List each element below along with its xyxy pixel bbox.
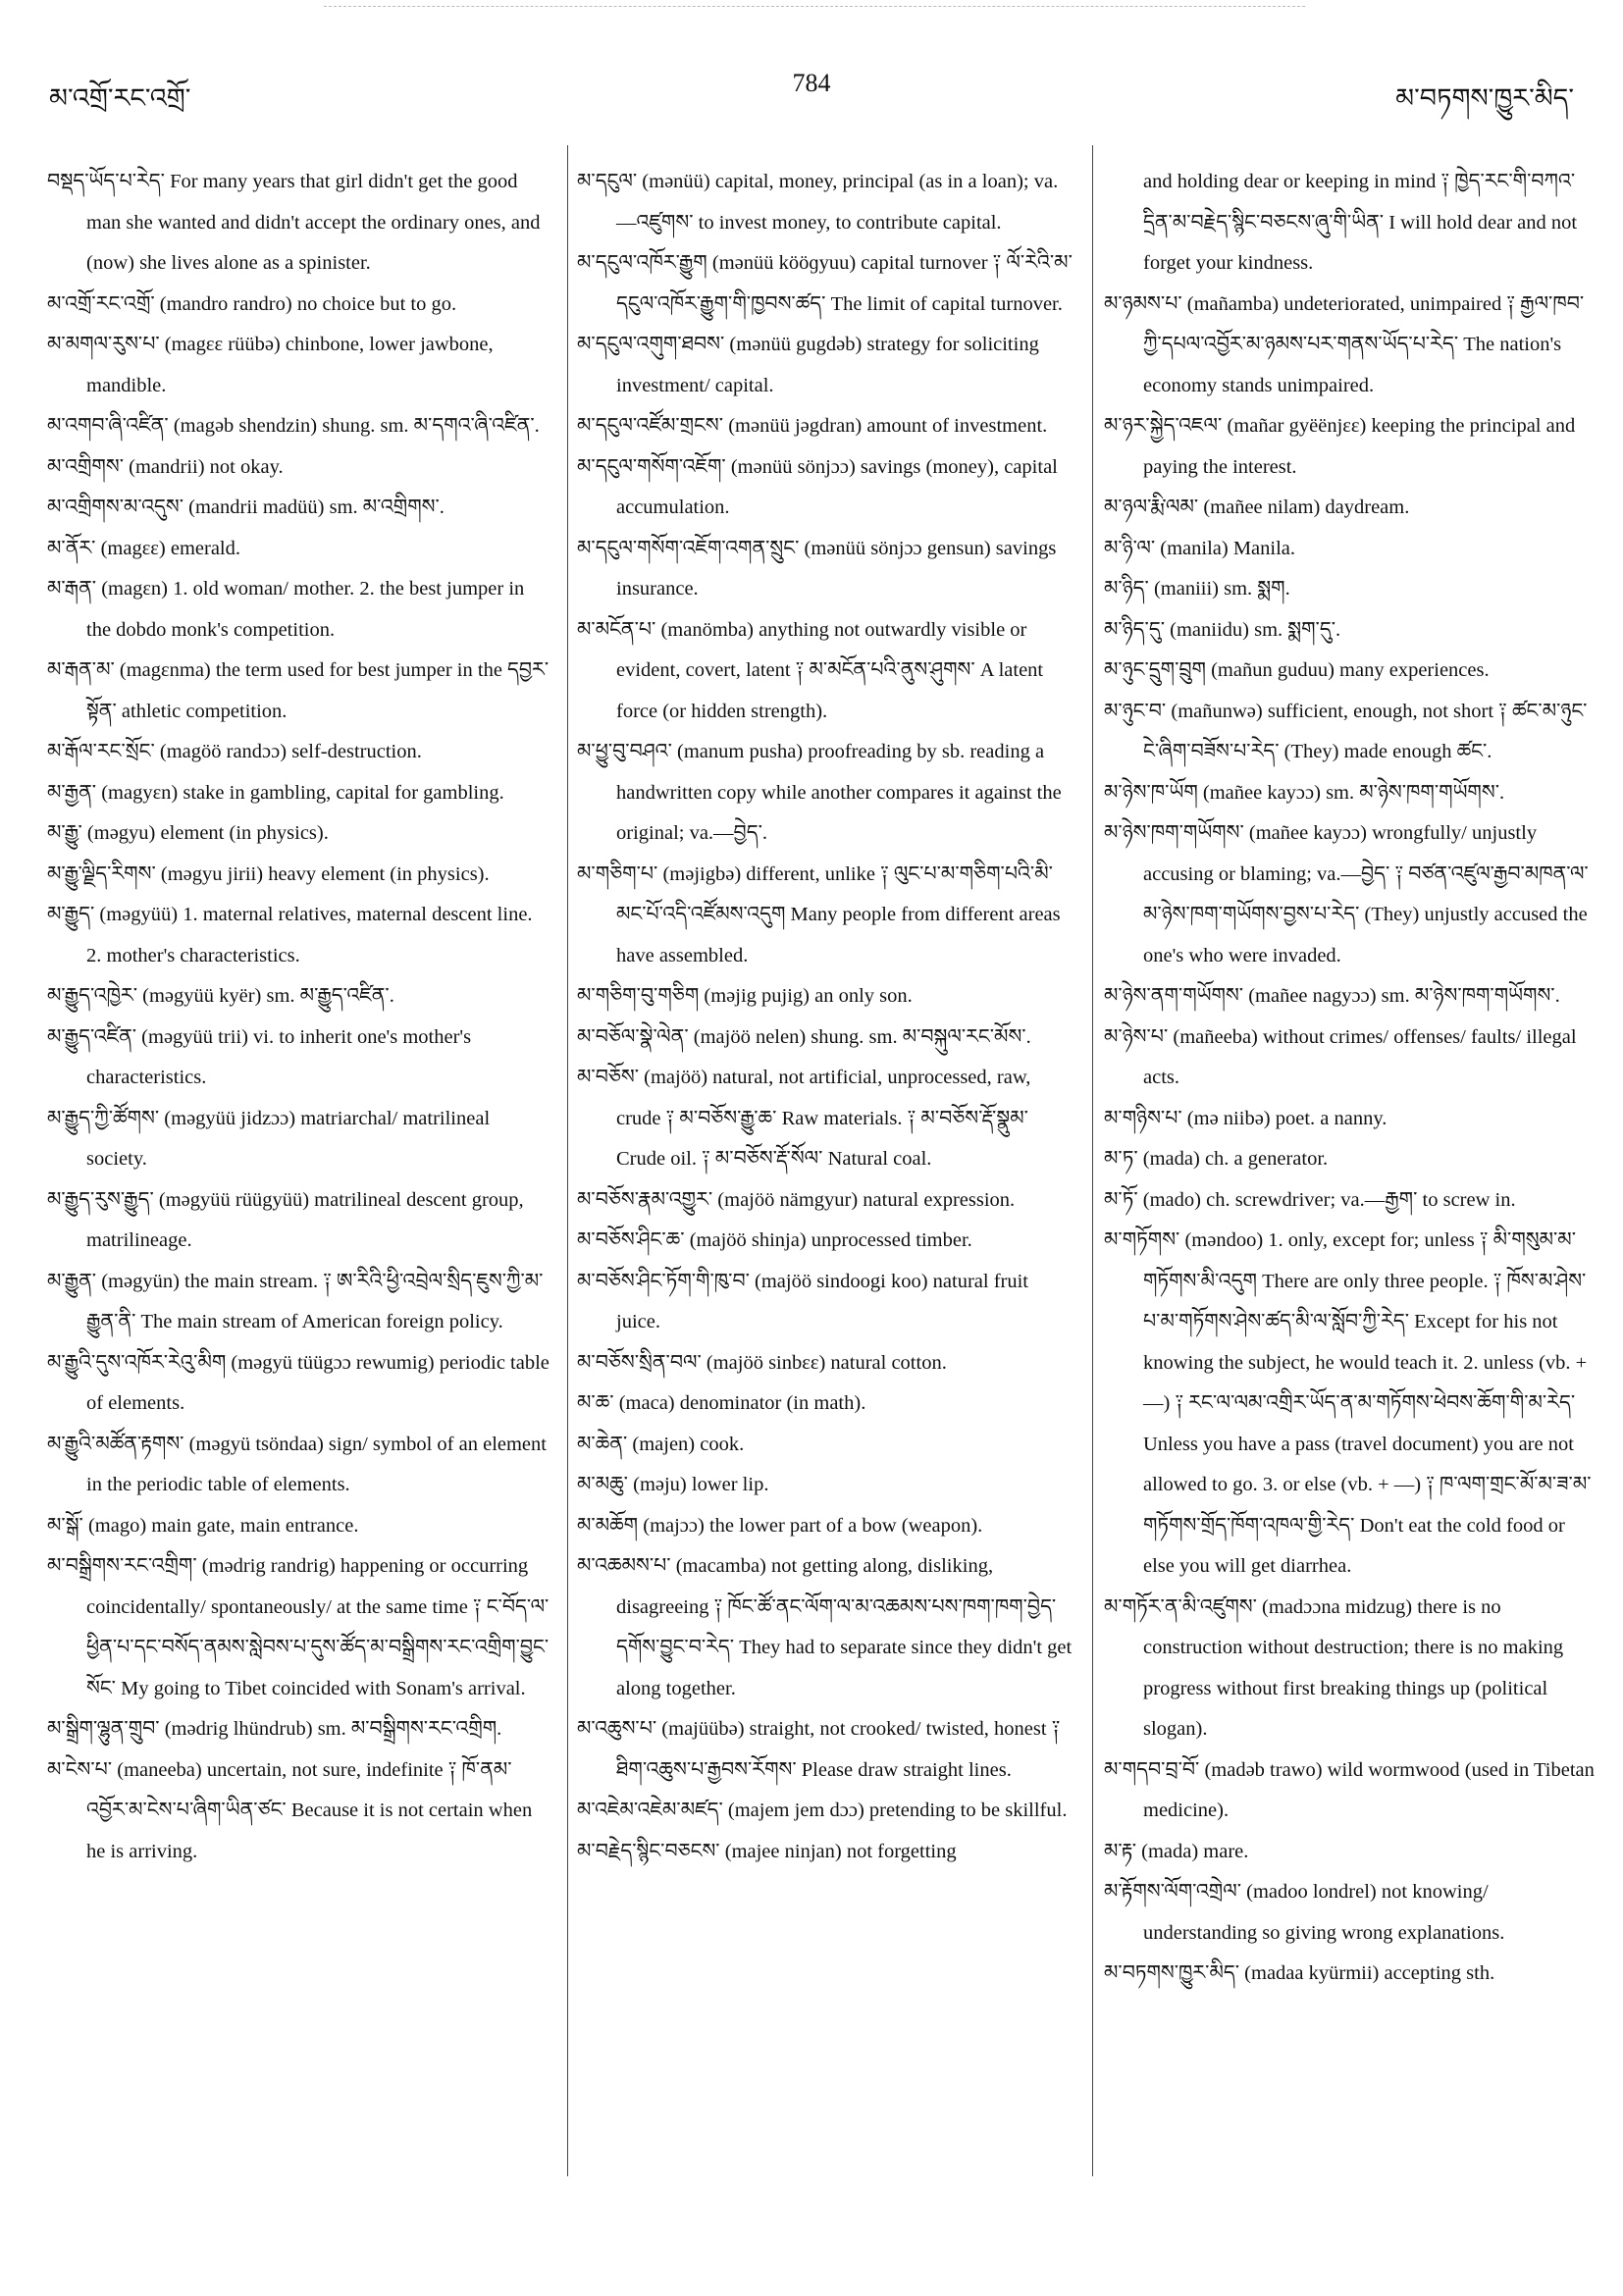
dictionary-entry: མ་འགྲོ་རང་འགྲོ་ (mandro randro) no choice but to go. — [47, 292, 457, 315]
column-3 — [1104, 162, 1595, 1995]
dictionary-entry: མ་ཉེས་པ་ (mañeeba) without crimes/ offenses/ faults/ illegal acts. — [1104, 1025, 1577, 1088]
dictionary-entry: མ་ཉིད་དུ་ (maniidu) sm. སྨག་དུ་. — [1104, 618, 1341, 641]
dictionary-entry: མ་དངུལ་གསོག་འཇོག་འགན་སྲུང་ (mənüü sönjɔɔ gensun) savings insurance. — [577, 537, 1057, 600]
dictionary-entry: མ་འགྲིགས་མ་འདུས་ (mandrii madüü) sm. མ་འགྲིགས་. — [47, 496, 445, 518]
dictionary-entry: མ་ནོར་ (magεε) emerald. — [47, 537, 240, 559]
dictionary-entry: མ་གཅིག་བུ་གཅིག (məjig pujig) an only son. — [577, 985, 913, 1007]
dictionary-entry: མ་ཉུང་བ་ (mañunwə) sufficient, enough, not short ༑ ཚང་མ་ཉུང་ངེ་ཞིག་བཟོས་པ་རེད་ (They) made enough ཚང་. — [1104, 700, 1588, 762]
dictionary-entry: མ་ཉི་ལ་ (manila) Manila. — [1104, 537, 1296, 559]
dictionary-entry: མ་མཆུ་ (məju) lower lip. — [577, 1474, 769, 1495]
dictionary-entry: མ་དངུལ་འཛོམ་གྲངས་ (mənüü jəgdran) amount of investment. — [577, 415, 1048, 437]
dictionary-entry: མ་ཉེས་ཁ་ཡོག (mañee kayɔɔ) sm. མ་ཉེས་ཁག་གཡོགས་. — [1104, 781, 1505, 804]
dictionary-entry: མ་དངུལ་ (mənüü) capital, money, principal (as in a loan); va.—འཛུགས་ to invest money, to contribute capital. — [577, 171, 1059, 234]
dictionary-entry: མ་ཏ་ (mada) ch. a generator. — [1104, 1148, 1329, 1170]
dictionary-entry: མ་རྒྱུའི་དུས་འཁོར་རེའུ་མིག (məgyü tüügɔɔ rewumig) periodic table of elements. — [47, 1351, 550, 1414]
dictionary-entry: མ་བཅོས་སྲིན་བལ་ (majöö sinbεε) natural cotton. — [577, 1351, 947, 1374]
dictionary-entry: མ་གདབ་བྲ་བོ་ (madəb trawo) wild wormwood (used in Tibetan medicine). — [1104, 1758, 1595, 1821]
dictionary-entry: མ་བཅོས་རྣམ་འགྱུར་ (majöö nämgyur) natural expression. — [577, 1188, 1016, 1211]
dictionary-entry: མ་མཆོག (majɔɔ) the lower part of a bow (weapon). — [577, 1514, 983, 1537]
dictionary-entry: བསྡད་ཡོད་པ་རེད་ For many years that girl didn't get the good man she wanted and didn't accept the ordinary ones, and (now) she lives alone as a spinister. — [47, 171, 541, 274]
dictionary-entry: མ་མགལ་རུས་པ་ (magεε rüübə) chinbone, lower jawbone, mandible. — [47, 334, 494, 396]
dictionary-entry: མ་ཉུང་དྲུག་བྲུག (mañun guduu) many experiences. — [1104, 659, 1490, 681]
dictionary-entry: མ་མངོན་པ་ (manömba) anything not outwardly visible or evident, covert, latent ༑ མ་མངོན་པའི་ནུས་ཤུགས་ A latent force (or hidden strength). — [577, 618, 1044, 722]
dictionary-entry: མ་རྒྱན་ (magyεn) stake in gambling, capital for gambling. — [47, 781, 504, 804]
dictionary-entry: མ་རྒོལ་རང་སྲོང་ (magöö randɔɔ) self-destruction. — [47, 741, 422, 762]
dictionary-entry: མ་རྒན་མ་ (magεnma) the term used for best jumper in the དབྱར་སྟོན་ athletic competition. — [47, 659, 550, 722]
scan-artifact-marks — [324, 6, 1305, 9]
dictionary-entry: མ་དངུལ་འགུག་ཐབས་ (mənüü gugdəb) strategy for soliciting investment/ capital. — [577, 334, 1039, 396]
dictionary-entry: མ་རྟ་ (mada) mare. — [1104, 1840, 1249, 1862]
dictionary-entry: མ་ཉམས་པ་ (mañamba) undeteriorated, unimpaired ༑ རྒྱལ་ཁབ་ཀྱི་དཔལ་འབྱོར་མ་ཉམས་པར་གནས་ཡོད་པ་རེད་ The nation's economy stands unimpaired. — [1104, 292, 1585, 396]
dictionary-entry: མ་རྒྱུན་ (məgyün) the main stream. ༑ ཨ་རིའི་ཕྱི་འབྲེལ་སྲིད་ཇུས་ཀྱི་མ་རྒྱུན་ནི་ The main stream of American foreign policy. — [47, 1270, 544, 1332]
dictionary-entry: མ་རྒྱུད་འཁྱེར་ (məgyüü kyër) sm. མ་རྒྱུད་འཛིན་. — [47, 985, 394, 1007]
dictionary-entry: མ་རྒྱུ་ལྗིད་རིགས་ (məgyu jirii) heavy element (in physics). — [47, 862, 490, 885]
dictionary-entry: མ་བཅོས་ཤིང་ཆ་ (majöö shinja) unprocessed timber. — [577, 1229, 972, 1251]
dictionary-entry: མ་འཇེམ་འཇེམ་མཛད་ (majem jem dɔɔ) pretending to be skillful. — [577, 1800, 1068, 1821]
dictionary-entry: མ་རྒན་ (magεn) 1. old woman/ mother. 2. the best jumper in the dobdo monk's competition. — [47, 578, 525, 641]
dictionary-entry: མ་ཉལ་རྨི་ལམ་ (mañee nilam) daydream. — [1104, 496, 1410, 518]
column-1 — [47, 162, 550, 1872]
dictionary-entry: མ་འགབ་ཞི་འཛིན་ (magəb shendzin) shung. sm. མ་དགའ་ཞི་འཛིན་. — [47, 415, 540, 437]
dictionary-entry: མ་སྒྲིག་ལྷུན་གྲུབ་ (mədrig lhündrub) sm. མ་བསྒྲིགས་རང་འགྲིག. — [47, 1718, 502, 1740]
dictionary-entry: མ་རྒྱུད་ཀྱི་ཚོགས་ (məgyüü jidzɔɔ) matriarchal/ matrilineal society. — [47, 1107, 491, 1170]
dictionary-entry: མ་རྒྱུད་ (məgyüü) 1. maternal relatives, maternal descent line. 2. mother's characteristics. — [47, 904, 533, 966]
dictionary-entry: མ་གཅིག་པ་ (məjigbə) different, unlike ༑ ལུང་པ་མ་གཅིག་པའི་མི་མང་པོ་འདི་འཛོམས་འདུག Many people from different areas have assembled. — [577, 862, 1061, 966]
dictionary-entry: མ་བཅོལ་སྣེ་ལེན་ (majöö nelen) shung. sm. མ་བསྐུལ་རང་མོས་. — [577, 1025, 1031, 1048]
dictionary-entry: མ་བརྗེད་སྙིང་བཅངས་ (majee ninjan) not forgetting — [577, 1840, 957, 1862]
dictionary-entry: མ་ངེས་པ་ (maneeba) uncertain, not sure, indefinite ༑ ཁོ་ནམ་འབྱོར་མ་ངེས་པ་ཞིག་ཡིན་ཙང་ Because it is not certain when he is arriving. — [47, 1758, 533, 1862]
dictionary-entry: མ་ཆེན་ (majen) cook. — [577, 1433, 745, 1455]
dictionary-entry: མ་རྒྱུད་རུས་རྒྱུད་ (məgyüü rüügyüü) matrilineal descent group, matrilineage. — [47, 1188, 524, 1251]
dictionary-entry: མ་ཉེས་ནག་གཡོགས་ (mañee nagyɔɔ) sm. མ་ཉེས་ཁག་གཡོགས་. — [1104, 985, 1560, 1007]
dictionary-entry: མ་བསྒྲིགས་རང་འགྲིག་ (mədrig randrig) happening or occurring coincidentally/ spontaneously/ at the same time ༑ ང་བོད་ལ་ཕྱིན་པ་དང་བསོད་ནམས་སླེབས་པ་དུས་ཚོད་མ་བསྒྲིགས་རང་འགྲིག་བྱུང་སོང་ My going to Tibet coincided with Sonam's arrival. — [47, 1555, 550, 1699]
dictionary-entry: and holding dear or keeping in mind ༑ ཁྱེད་རང་གི་བཀའ་དྲིན་མ་བརྗེད་སྙིང་བཅངས་ཞུ་གི་ཡིན་ I will hold dear and not forget your kindness. — [1143, 171, 1578, 274]
column-divider — [567, 145, 568, 2176]
dictionary-entry: མ་གཏོར་ན་མི་འཛུགས་ (madɔɔna midzug) there is no construction without destruction; there is no making progress without first breaking things up (political slogan). — [1104, 1595, 1564, 1740]
dictionary-entry: མ་རྒྱུད་འཛིན་ (məgyüü trii) vi. to inherit one's mother's characteristics. — [47, 1025, 472, 1088]
dictionary-entry: མ་བཅོས་ཤིང་ཏོག་གི་ཁུ་བ་ (majöö sindoogi koo) natural fruit juice. — [577, 1270, 1028, 1332]
column-2 — [577, 162, 1077, 1872]
dictionary-entry: མ་ཉིད་ (maniii) sm. སྨག. — [1104, 578, 1290, 600]
header-left-guideword: མ་འགྲོ་རང་འགྲོ་ — [49, 83, 191, 113]
dictionary-entry: མ་ཏོ་ (mado) ch. screwdriver; va.—རྒྱག་ to screw in. — [1104, 1188, 1516, 1211]
dictionary-entry: མ་རྒྱུ་ (məgyu) element (in physics). — [47, 822, 329, 844]
page-number: 784 — [792, 69, 831, 97]
dictionary-entry: མ་གཏོགས་ (məndoo) 1. only, except for; unless ༑ མི་གསུམ་མ་གཏོགས་མི་འདུག There are only three people. ༑ ཁོས་མ་ཤེས་པ་མ་གཏོགས་ཤེས་ཚད་མི་ལ་སློབ་ཀྱི་རེད་ Except for his not knowing the subject, he would teach it. 2. unless (vb. + —) ༑ རང་ལ་ལམ་འགྲིར་ཡོད་ན་མ་གཏོགས་ཕེབས་ཆོག་གི་མ་རེད་ Unless you have a pass (travel document) you are not allowed to go. 3. or else (vb. + —) ༑ ཁ་ལག་གྲང་མོ་མ་ཟ་མ་གཏོགས་གྲོད་ཁོག་འཁལ་གྱི་རེད་ Don't eat the cold food or else you will get diarrhea. — [1104, 1229, 1592, 1577]
dictionary-entry: མ་རྒྱུའི་མཚོན་རྟགས་ (məgyü tsöndaa) sign/ symbol of an element in the periodic table of elements. — [47, 1433, 547, 1495]
dictionary-entry: མ་བཅོས་ (majöö) natural, not artificial, unprocessed, raw, crude ༑ མ་བཅོས་རྒྱུ་ཆ་ Raw materials. ༑ མ་བཅོས་རྡོ་སྣུམ་ Crude oil. ༑ མ་བཅོས་རྡོ་སོལ་ Natural coal. — [577, 1067, 1031, 1170]
dictionary-entry: མ་རྟོགས་ལོག་འགྲེལ་ (madoo londrel) not knowing/ understanding so giving wrong explanations. — [1104, 1881, 1505, 1944]
header-right-guideword: མ་བཏགས་ཁྱུར་མིད་ — [1395, 83, 1574, 113]
dictionary-entry: མ་བཏགས་ཁྱུར་མིད་ (madaa kyürmii) accepting sth. — [1104, 1962, 1495, 1984]
dictionary-entry: མ་འགྲིགས་ (mandrii) not okay. — [47, 455, 284, 478]
dictionary-entry: མ་དངུལ་གསོག་འཇོག་ (mənüü sönjɔɔ) savings (money), capital accumulation. — [577, 455, 1058, 518]
column-divider — [1092, 145, 1093, 2176]
dictionary-entry: མ་གཉིས་པ་ (mə niibə) poet. a nanny. — [1104, 1107, 1387, 1129]
dictionary-entry: མ་འཆུས་པ་ (majüübə) straight, not crooked/ twisted, honest ༑ ཐིག་འཆུས་པ་རྒྱབས་རོགས་ Please draw straight lines. — [577, 1718, 1061, 1781]
dictionary-entry: མ་སྒོ་ (mago) main gate, main entrance. — [47, 1514, 359, 1537]
dictionary-entry: མ་འཆམས་པ་ (macamba) not getting along, disliking, disagreeing ༑ ཁོང་ཚོ་ནང་ལོག་ལ་མ་འཆམས་པས་ཁག་ཁག་བྱེད་དགོས་བྱུང་བ་རེད་ They had to separate since they didn't get along together. — [577, 1555, 1073, 1699]
dictionary-entry: མ་ཕྱུ་བུ་བཤའ་ (manum pusha) proofreading by sb. reading a handwritten copy while another compares it against the original; va.—བྱེད་. — [577, 741, 1062, 844]
dictionary-entry: མ་ཉར་སྐྱེད་འཇལ་ (mañar gyëënjεε) keeping the principal and paying the interest. — [1104, 415, 1576, 478]
dictionary-entry: མ་ཉེས་ཁག་གཡོགས་ (mañee kayɔɔ) wrongfully/ unjustly accusing or blaming; va.—བྱེད་ ༑ བཙན་འཛུལ་རྒྱབ་མཁན་ལ་མ་ཉེས་ཁག་གཡོགས་བྱས་པ་རེད་ (They) unjustly accused the one's who were invaded. — [1104, 822, 1589, 966]
dictionary-entry: མ་དངུལ་འཁོར་རྒྱུག (mənüü kööɡyuu) capital turnover ༑ ལོ་རེའི་མ་དངུལ་འཁོར་རྒྱུག་གི་ཁྱབས་ཚད་ The limit of capital turnover. — [577, 252, 1073, 315]
dictionary-entry: མ་ཆ་ (maca) denominator (in math). — [577, 1392, 866, 1414]
